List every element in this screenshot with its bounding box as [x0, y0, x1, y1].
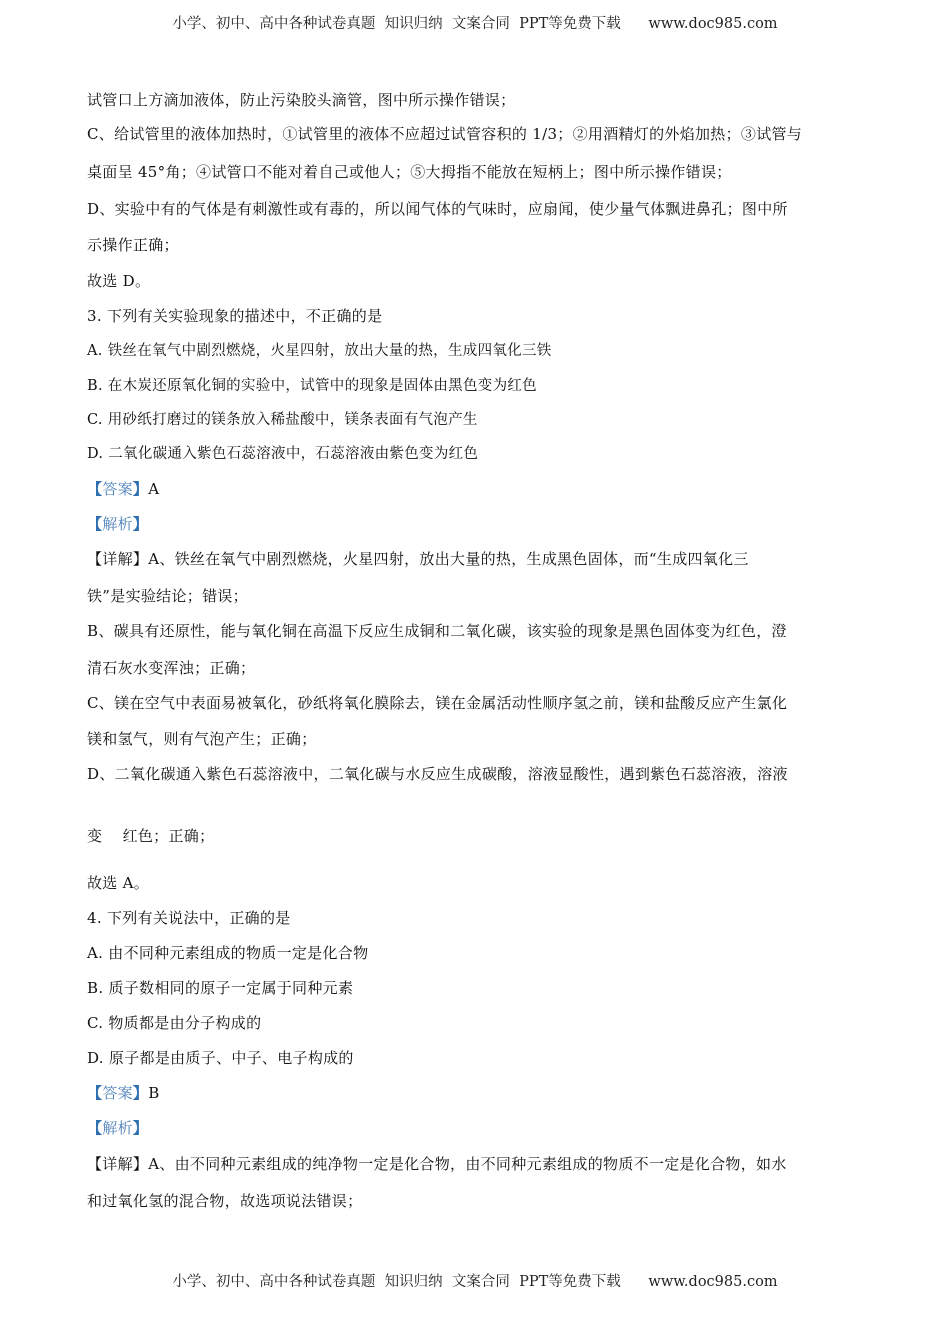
- analysis-label: 解析: [102, 515, 133, 533]
- text-line: C、镁在空气中表面易被氧化，砂纸将氧化膜除去，镁在金属活动性顺序氢之前，镁和盐酸反应产生氯化: [87, 694, 788, 712]
- answer-label: 答案: [102, 480, 133, 498]
- option-c: C. 用砂纸打磨过的镁条放入稀盐酸中，镁条表面有气泡产生: [87, 412, 478, 428]
- text-line: D、二氧化碳通入紫色石蕊溶液中，二氧化碳与水反应生成碳酸，溶液显酸性，遇到紫色石蕊溶液，溶液: [87, 765, 788, 783]
- answer-line: 【答案】B: [87, 1084, 160, 1102]
- option-d: D. 原子都是由质子、中子、电子构成的: [87, 1049, 354, 1067]
- answer-line: 【答案】A: [87, 480, 160, 498]
- page-header: 小学、初中、高中各种试卷真题 知识归纳 文案合同 PPT等免费下载 www.doc985.com: [172, 16, 778, 32]
- page-footer: 小学、初中、高中各种试卷真题 知识归纳 文案合同 PPT等免费下载 www.doc985.com: [172, 1274, 778, 1290]
- text-line: C、给试管里的液体加热时，①试管里的液体不应超过试管容积的 1/3；②用酒精灯的外焰加热；③试管与: [87, 125, 803, 143]
- option-c: C. 物质都是由分子构成的: [87, 1014, 262, 1032]
- option-d: D. 二氧化碳通入紫色石蕊溶液中，石蕊溶液由紫色变为红色: [87, 446, 479, 462]
- answer-value: A: [148, 480, 160, 498]
- option-b: B. 质子数相同的原子一定属于同种元素: [87, 979, 354, 997]
- answer-label: 答案: [102, 1084, 133, 1102]
- text-line: 铁”是实验结论；错误；: [87, 587, 248, 605]
- text-line: B、碳具有还原性，能与氧化铜在高温下反应生成铜和二氧化碳，该实验的现象是黑色固体变为红色，澄: [87, 622, 787, 640]
- analysis-line: 【解析】: [87, 515, 149, 533]
- text-line: 变 红色；正确；: [87, 827, 215, 845]
- question-4: 4. 下列有关说法中，正确的是: [87, 909, 291, 927]
- analysis-label: 解析: [102, 1119, 133, 1137]
- text-line: 【详解】A、铁丝在氧气中剧烈燃烧，火星四射，放出大量的热，生成黑色固体，而“生成四氧化三: [87, 550, 749, 568]
- option-a: A. 由不同种元素组成的物质一定是化合物: [87, 944, 369, 962]
- text-line: 故选 A。: [87, 874, 150, 892]
- text-line: 清石灰水变浑浊；正确；: [87, 659, 256, 677]
- option-a: A. 铁丝在氧气中剧烈燃烧，火星四射，放出大量的热，生成四氧化三铁: [87, 343, 552, 359]
- text-line: 桌面呈 45°角；④试管口不能对着自己或他人；⑤大拇指不能放在短柄上；图中所示操作错误；: [87, 163, 732, 181]
- text-line: 故选 D。: [87, 272, 151, 290]
- option-b: B. 在木炭还原氧化铜的实验中，试管中的现象是固体由黑色变为红色: [87, 378, 537, 394]
- text-line: 和过氧化氢的混合物，故选项说法错误；: [87, 1192, 363, 1210]
- question-3: 3. 下列有关实验现象的描述中，不正确的是: [87, 307, 383, 325]
- analysis-line: 【解析】: [87, 1119, 149, 1137]
- text-line: D、实验中有的气体是有刺激性或有毒的，所以闻气体的气味时，应扇闻，使少量气体飘进鼻孔；图中所: [87, 200, 788, 218]
- text-line: 镁和氢气，则有气泡产生；正确；: [87, 730, 317, 748]
- text-line: 试管口上方滴加液体，防止污染胶头滴管，图中所示操作错误；: [87, 91, 516, 109]
- answer-value: B: [148, 1084, 160, 1102]
- text-line: 示操作正确；: [87, 236, 179, 254]
- text-line: 【详解】A、由不同种元素组成的纯净物一定是化合物，由不同种元素组成的物质不一定是化合物，如水: [87, 1155, 787, 1173]
